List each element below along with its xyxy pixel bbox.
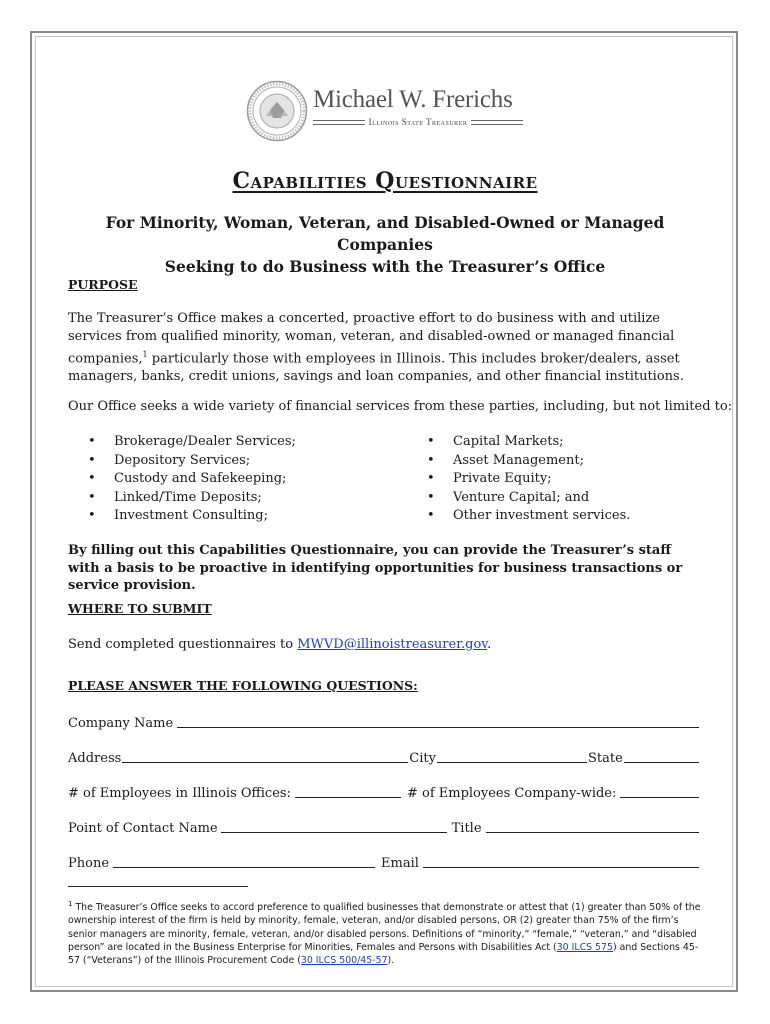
purpose-paragraph <box>68 310 686 386</box>
footnote-number: 1 <box>68 900 73 908</box>
employees-total-label: # of Employees Company-wide: <box>406 786 617 801</box>
list-item: • Depository Services; <box>68 452 296 471</box>
address-row <box>68 746 700 766</box>
submit-end: . <box>487 637 492 652</box>
employees-row <box>68 781 700 801</box>
state-label: State <box>587 751 623 766</box>
employees-total-field[interactable] <box>620 783 699 798</box>
company-name-label: Company Name <box>68 716 174 731</box>
list-item: • Brokerage/Dealer Services; <box>68 433 296 452</box>
submit-text: Send completed questionnaires to <box>68 637 298 652</box>
phone-label: Phone <box>68 856 110 871</box>
submit-heading: WHERE TO SUBMIT <box>68 601 212 616</box>
list-item: • Asset Management; <box>407 452 630 471</box>
address-label: Address <box>68 751 122 766</box>
divider <box>471 120 523 125</box>
submit-instructions <box>68 636 491 654</box>
list-item: • Private Equity; <box>407 470 630 489</box>
list-item: • Venture Capital; and <box>407 489 630 508</box>
contact-name-field[interactable] <box>221 818 447 833</box>
seal-icon <box>246 80 308 142</box>
footnote-ref: 1 <box>142 350 148 359</box>
purpose-heading: PURPOSE <box>68 277 138 292</box>
footnote <box>68 898 708 967</box>
purpose-text-a: The Treasurer’s Office makes a concerted, proactive effort to do business with and utilize services from qualified minority, woman, veteran, and disabled-owned or managed financial companies, <box>68 311 675 367</box>
contact-name-label: Point of Contact Name <box>68 821 218 836</box>
list-item: • Other investment services. <box>407 507 630 526</box>
email-label: Email <box>381 856 419 871</box>
brand-subtitle-text: Illinois State Treasurer <box>368 117 468 127</box>
company-name-row <box>68 711 700 731</box>
address-field[interactable] <box>122 748 408 763</box>
list-item: • Custody and Safekeeping; <box>68 470 296 489</box>
questions-heading: PLEASE ANSWER THE FOLLOWING QUESTIONS: <box>68 678 418 693</box>
contact-row <box>68 816 700 836</box>
services-list-right <box>407 433 630 526</box>
services-list-left <box>68 433 296 526</box>
document-subtitle <box>60 212 710 278</box>
footnote-text-c: ). <box>387 954 395 966</box>
email-field[interactable] <box>423 853 699 868</box>
contact-title-field[interactable] <box>486 818 699 833</box>
ilcs-500-link[interactable]: 30 ILCS 500/45-57 <box>300 954 388 966</box>
employees-il-field[interactable] <box>295 783 401 798</box>
phone-row <box>68 851 700 871</box>
brand-subtitle <box>313 117 523 127</box>
footnote-text-b: ) and Sections 45-57 (“Veterans”) of the Illinois Procurement Code ( <box>68 941 699 966</box>
contact-title-label: Title <box>451 821 482 836</box>
purpose-text-b: particularly those with employees in Illinois. This includes broker/dealers, asset managers, banks, credit unions, savings and loan companies, and other financial institutions. <box>68 351 684 385</box>
document-title: Capabilities Questionnaire <box>232 168 538 194</box>
subtitle-line-1: For Minority, Woman, Veteran, and Disabled-Owned or Managed Companies <box>105 213 665 254</box>
employees-il-label: # of Employees in Illinois Offices: <box>68 786 291 801</box>
city-label: City <box>409 751 436 766</box>
phone-field[interactable] <box>113 853 375 868</box>
city-field[interactable] <box>437 748 587 763</box>
company-name-field[interactable] <box>177 713 699 728</box>
ilcs-575-link[interactable]: 30 ILCS 575 <box>556 941 613 953</box>
submit-email-link[interactable]: MWVD@illinoistreasurer.gov <box>297 637 488 652</box>
list-item: • Investment Consulting; <box>68 507 296 526</box>
footnote-text-a: The Treasurer’s Office seeks to accord preference to qualified businesses that demonstrate or attest that (1) greater than 50% of the ownership interest of the firm is held by minority, female, veteran, and/or disabled persons, OR (2) greater than 75% of the firm’s senior managers are minority, female, veteran, and/or disabled persons. Definitions of “minority,” “female,” “veteran,” and “disabled person” are located in the Business Enterprise for Minorities, Females and Persons with Disabilities Act ( <box>68 902 701 953</box>
subtitle-line-2: Seeking to do Business with the Treasurer’s Office <box>164 257 606 276</box>
list-item: • Capital Markets; <box>407 433 630 452</box>
services-intro: Our Office seeks a wide variety of financial services from these parties, including, but not limited to: <box>68 399 733 414</box>
list-item: • Linked/Time Deposits; <box>68 489 296 508</box>
footnote-divider <box>68 886 248 887</box>
state-field[interactable] <box>624 748 699 763</box>
purpose-summary: By filling out this Capabilities Questionnaire, you can provide the Treasurer’s staff with a basis to be proactive in identifying opportunities for business transactions or service provision. <box>68 543 683 593</box>
divider <box>313 120 365 125</box>
brand-name: Michael W. Frerichs <box>313 86 513 113</box>
